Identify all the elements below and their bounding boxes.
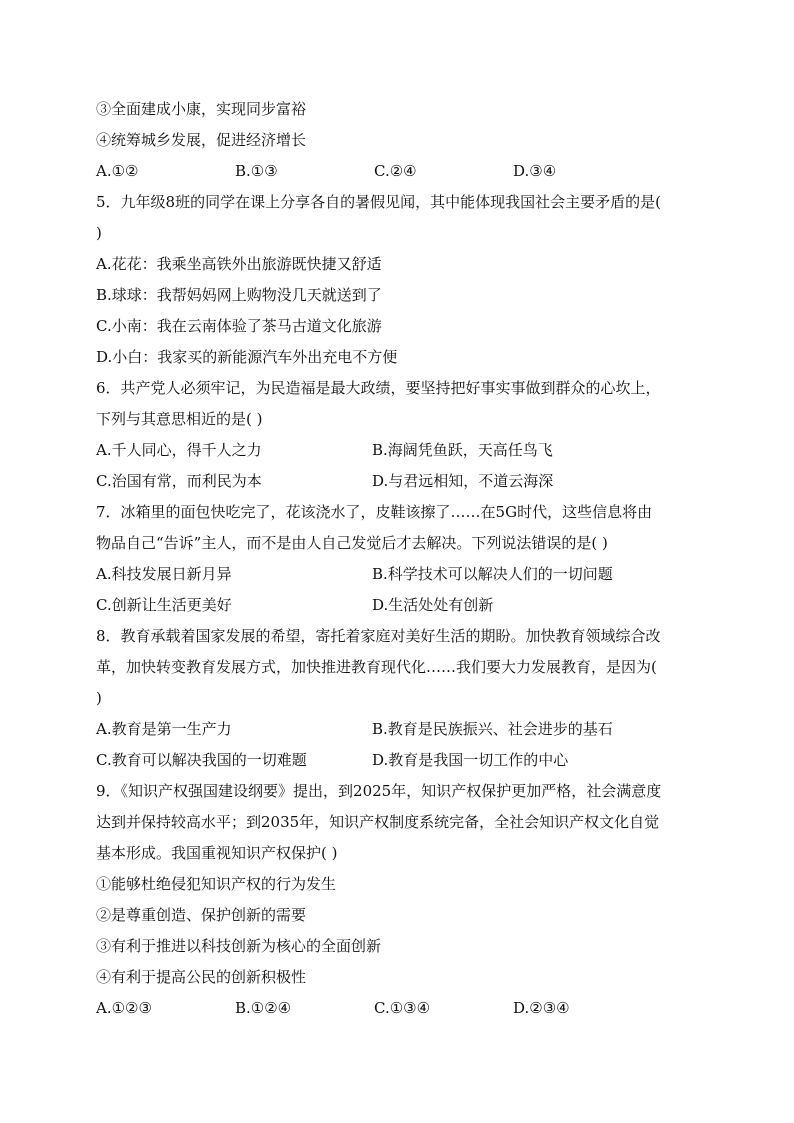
q5-option-a[interactable]: A.花花：我乘坐高铁外出旅游既快捷又舒适 — [96, 255, 382, 273]
q7-options-row-1 — [96, 559, 706, 590]
q6-options-row-1 — [96, 435, 706, 466]
q9-item-3: ③有利于推进以科技创新为核心的全面创新 — [96, 937, 382, 955]
q8-option-c[interactable]: C.教育可以解决我国的一切难题 — [96, 751, 307, 769]
q9-stem-line-2: 达到并保持较高水平；到2035年，知识产权制度系统完备，全社会知识产权文化自觉 — [96, 813, 660, 831]
q9-options — [96, 993, 706, 1024]
q6-stem-line-2: 下列与其意思相近的是( ) — [96, 410, 263, 428]
q8-options-row-1 — [96, 714, 706, 745]
q4-option-b[interactable]: B.①③ — [235, 162, 278, 180]
q8-option-a[interactable]: A.教育是第一生产力 — [96, 720, 232, 738]
q9-option-c[interactable]: C.①③④ — [374, 999, 431, 1017]
q7-option-b[interactable]: B.科学技术可以解决人们的一切问题 — [372, 565, 613, 583]
q8-stem-line-3: ) — [96, 689, 102, 707]
q8-stem-line-1: 8．教育承载着国家发展的希望，寄托着家庭对美好生活的期盼。加快教育领域综合改 — [96, 627, 661, 645]
q7-stem-line-2: 物品自己“告诉”主人，而不是由人自己发觉后才去解决。下列说法错误的是( ) — [96, 534, 608, 552]
q5-option-c[interactable]: C.小南：我在云南体验了茶马古道文化旅游 — [96, 317, 382, 335]
q6-option-d[interactable]: D.与君远相知，不道云海深 — [372, 472, 554, 490]
q8-stem-line-2: 革，加快转变教育发展方式，加快推进教育现代化……我们要大力发展教育，是因为( — [96, 658, 657, 676]
q9-item-4: ④有利于提高公民的创新积极性 — [96, 968, 307, 986]
q4-item-3: ③全面建成小康，实现同步富裕 — [96, 100, 307, 118]
q4-options — [96, 156, 706, 187]
q9-option-b[interactable]: B.①②④ — [235, 999, 292, 1017]
q9-option-d[interactable]: D.②③④ — [513, 999, 570, 1017]
q9-option-a[interactable]: A.①②③ — [96, 999, 152, 1017]
q8-options-row-2 — [96, 745, 706, 776]
q7-stem-line-1: 7．冰箱里的面包快吃完了，花该浇水了，皮鞋该擦了……在5G时代，这些信息将由 — [96, 503, 653, 521]
q5-stem-line-2: ) — [96, 224, 102, 242]
q4-option-a[interactable]: A.①② — [96, 162, 139, 180]
q8-option-d[interactable]: D.教育是我国一切工作的中心 — [372, 751, 569, 769]
q9-stem-line-1: 9．《知识产权强国建设纲要》提出，到2025年，知识产权保护更加严格，社会满意度 — [96, 782, 662, 800]
q7-option-a[interactable]: A.科技发展日新月异 — [96, 565, 232, 583]
q9-item-1: ①能够杜绝侵犯知识产权的行为发生 — [96, 875, 337, 893]
q5-stem-line-1: 5．九年级8班的同学在课上分享各自的暑假见闻，其中能体现我国社会主要矛盾的是( — [96, 193, 661, 211]
q5-option-b[interactable]: B.球球：我帮妈妈网上购物没几天就送到了 — [96, 286, 382, 304]
q9-item-2: ②是尊重创造、保护创新的需要 — [96, 906, 307, 924]
q4-option-d[interactable]: D.③④ — [513, 162, 557, 180]
q4-option-c[interactable]: C.②④ — [374, 162, 417, 180]
exam-content — [96, 94, 706, 1024]
q9-stem-line-3: 基本形成。我国重视知识产权保护( ) — [96, 844, 338, 862]
q6-options-row-2 — [96, 466, 706, 497]
q6-option-b[interactable]: B.海阔凭鱼跃，天高任鸟飞 — [372, 441, 553, 459]
q7-option-c[interactable]: C.创新让生活更美好 — [96, 596, 232, 614]
q6-option-c[interactable]: C.治国有常，而利民为本 — [96, 472, 262, 490]
q5-option-d[interactable]: D.小白：我家买的新能源汽车外出充电不方便 — [96, 348, 398, 366]
q6-stem-line-1: 6．共产党人必须牢记，为民造福是最大政绩，要坚持把好事实事做到群众的心坎上， — [96, 379, 661, 397]
q6-option-a[interactable]: A.千人同心，得千人之力 — [96, 441, 262, 459]
q4-item-4: ④统筹城乡发展，促进经济增长 — [96, 131, 307, 149]
q7-options-row-2 — [96, 590, 706, 621]
q7-option-d[interactable]: D.生活处处有创新 — [372, 596, 494, 614]
q8-option-b[interactable]: B.教育是民族振兴、社会进步的基石 — [372, 720, 613, 738]
